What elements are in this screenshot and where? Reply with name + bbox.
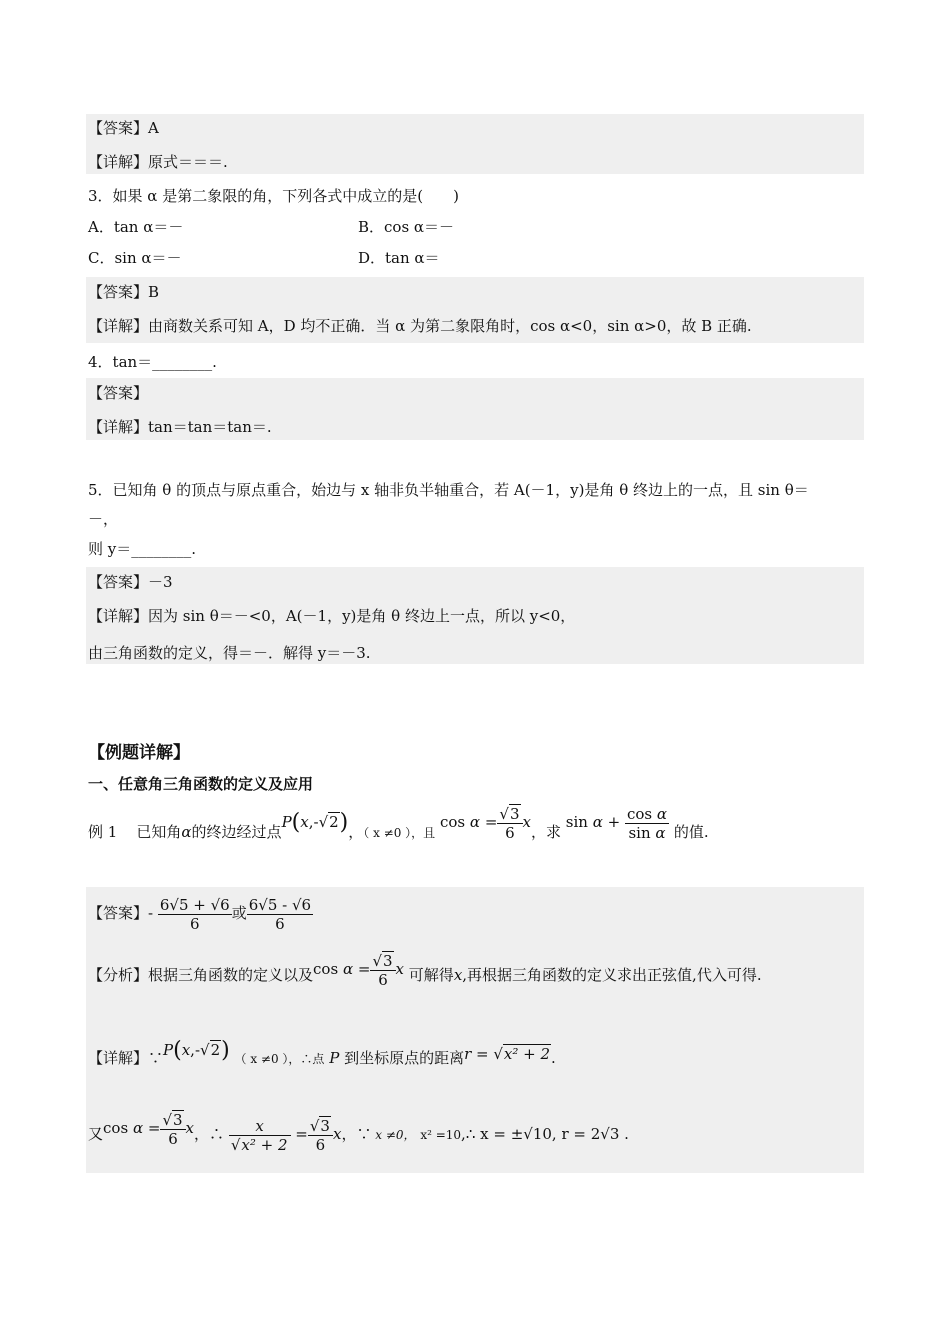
section-subheading: 一、任意角三角函数的定义及应用: [88, 775, 314, 793]
example1-text1: 已知角: [136, 823, 182, 841]
q3-option-d: D．tan α＝: [358, 249, 440, 267]
q5-stem-line1: 5．已知角 θ 的顶点与原点重合，始边与 x 轴非负半轴重合，若 A(－1，y)是角 θ 终边上的一点，且 sin θ＝: [88, 481, 809, 499]
example1-point: P(x,-√2): [281, 810, 349, 835]
section-heading: 【例题详解】: [88, 743, 190, 763]
q5-stem-line3: 则 y＝________.: [88, 540, 197, 558]
ex1-answer-frac2: $\frac{6√5 - √6}{6}$: [248, 895, 312, 933]
q4-answer: 【答案】: [88, 384, 149, 402]
q5-detail-line1: 【详解】因为 sin θ＝－<0，A(－1，y)是角 θ 终边上一点，所以 y<0，: [88, 607, 576, 625]
q3-detail: 【详解】由商数关系可知 A，D 均不正确．当 α 为第二象限角时，cos α<0，sin α>0，故 B 正确.: [88, 317, 752, 335]
q3-answer: 【答案】B: [88, 283, 160, 301]
example1-expr: sin α + $\frac{\text{cos α}}{\text{sin α}}$: [565, 804, 668, 842]
q5-stem-line2: －，: [88, 510, 119, 528]
example1-text3: ，求: [530, 823, 561, 841]
ex1-detail: 【详解】∵P(x,-√2) （ x ≠0 ），∴点 P 到坐标原点的距离r = √x² + 2.: [88, 1038, 556, 1067]
q3-option-a: A．tan α＝－: [88, 218, 184, 236]
q3-option-b: B．cos α＝－: [358, 218, 455, 236]
ex1-detail2-frac: $\frac{x}{\text{√x² + 2}}$: [229, 1117, 291, 1154]
ex1-answer-frac1: $\frac{6√5 + √6}{6}$: [159, 895, 230, 933]
ex1-analysis: 【分析】根据三角函数的定义以及cos α = $\frac{√3}{6}$ x 可解得x,再根据三角函数的定义求出正弦值,代入可得.: [88, 951, 762, 989]
ex1-detail2: 又cos α = $\frac{√3}{6}$ x，∴ $\frac{x}{\text{√x² + 2}}$ = $\frac{√3}{6}$ x，∵ x ≠0， x² =10,∴ x = ±√10, r = 2√3 .: [88, 1110, 629, 1154]
q3-stem: 3．如果 α 是第二象限的角，下列各式中成立的是( ): [88, 187, 459, 205]
ex1-analysis-formula: cos α = $\frac{√3}{6}$ x: [313, 951, 405, 989]
q3-option-c: C．sin α＝－: [88, 249, 182, 267]
example1-cos-eq: cos α = $\frac{√3}{6}$ x: [439, 804, 531, 842]
example1-label: 例 1: [88, 823, 118, 841]
ex1-detail-r: r = √x² + 2: [464, 1045, 551, 1063]
q2-answer: 【答案】A: [88, 119, 159, 137]
ex1-answer-label: 【答案】: [88, 904, 149, 922]
q2-detail: 【详解】原式＝＝＝.: [88, 153, 228, 171]
example1-comma: ，: [348, 823, 364, 841]
ex1-detail-point: P(x,-√2): [163, 1038, 230, 1063]
example1-text4: 的值.: [673, 823, 709, 841]
q5-answer: 【答案】－3: [88, 573, 173, 591]
example1-text2: 的终边经过点: [191, 823, 282, 841]
example1-alpha: α: [181, 823, 192, 841]
example1-cond: （ x ≠0 ），且: [363, 826, 436, 840]
q4-detail: 【详解】tan＝tan＝tan＝.: [88, 418, 272, 436]
ex1-answer: 【答案】- $\frac{6√5 + √6}{6}$ 或 $\frac{6√5 - √6}{6}$: [88, 895, 312, 933]
q4-stem: 4．tan＝________.: [88, 353, 217, 371]
q5-detail-line2: 由三角函数的定义，得＝－．解得 y＝－3.: [88, 644, 371, 662]
example1-line: [88, 804, 709, 853]
ex1-detail2-cos: cos α = $\frac{√3}{6}$ x: [103, 1110, 195, 1148]
